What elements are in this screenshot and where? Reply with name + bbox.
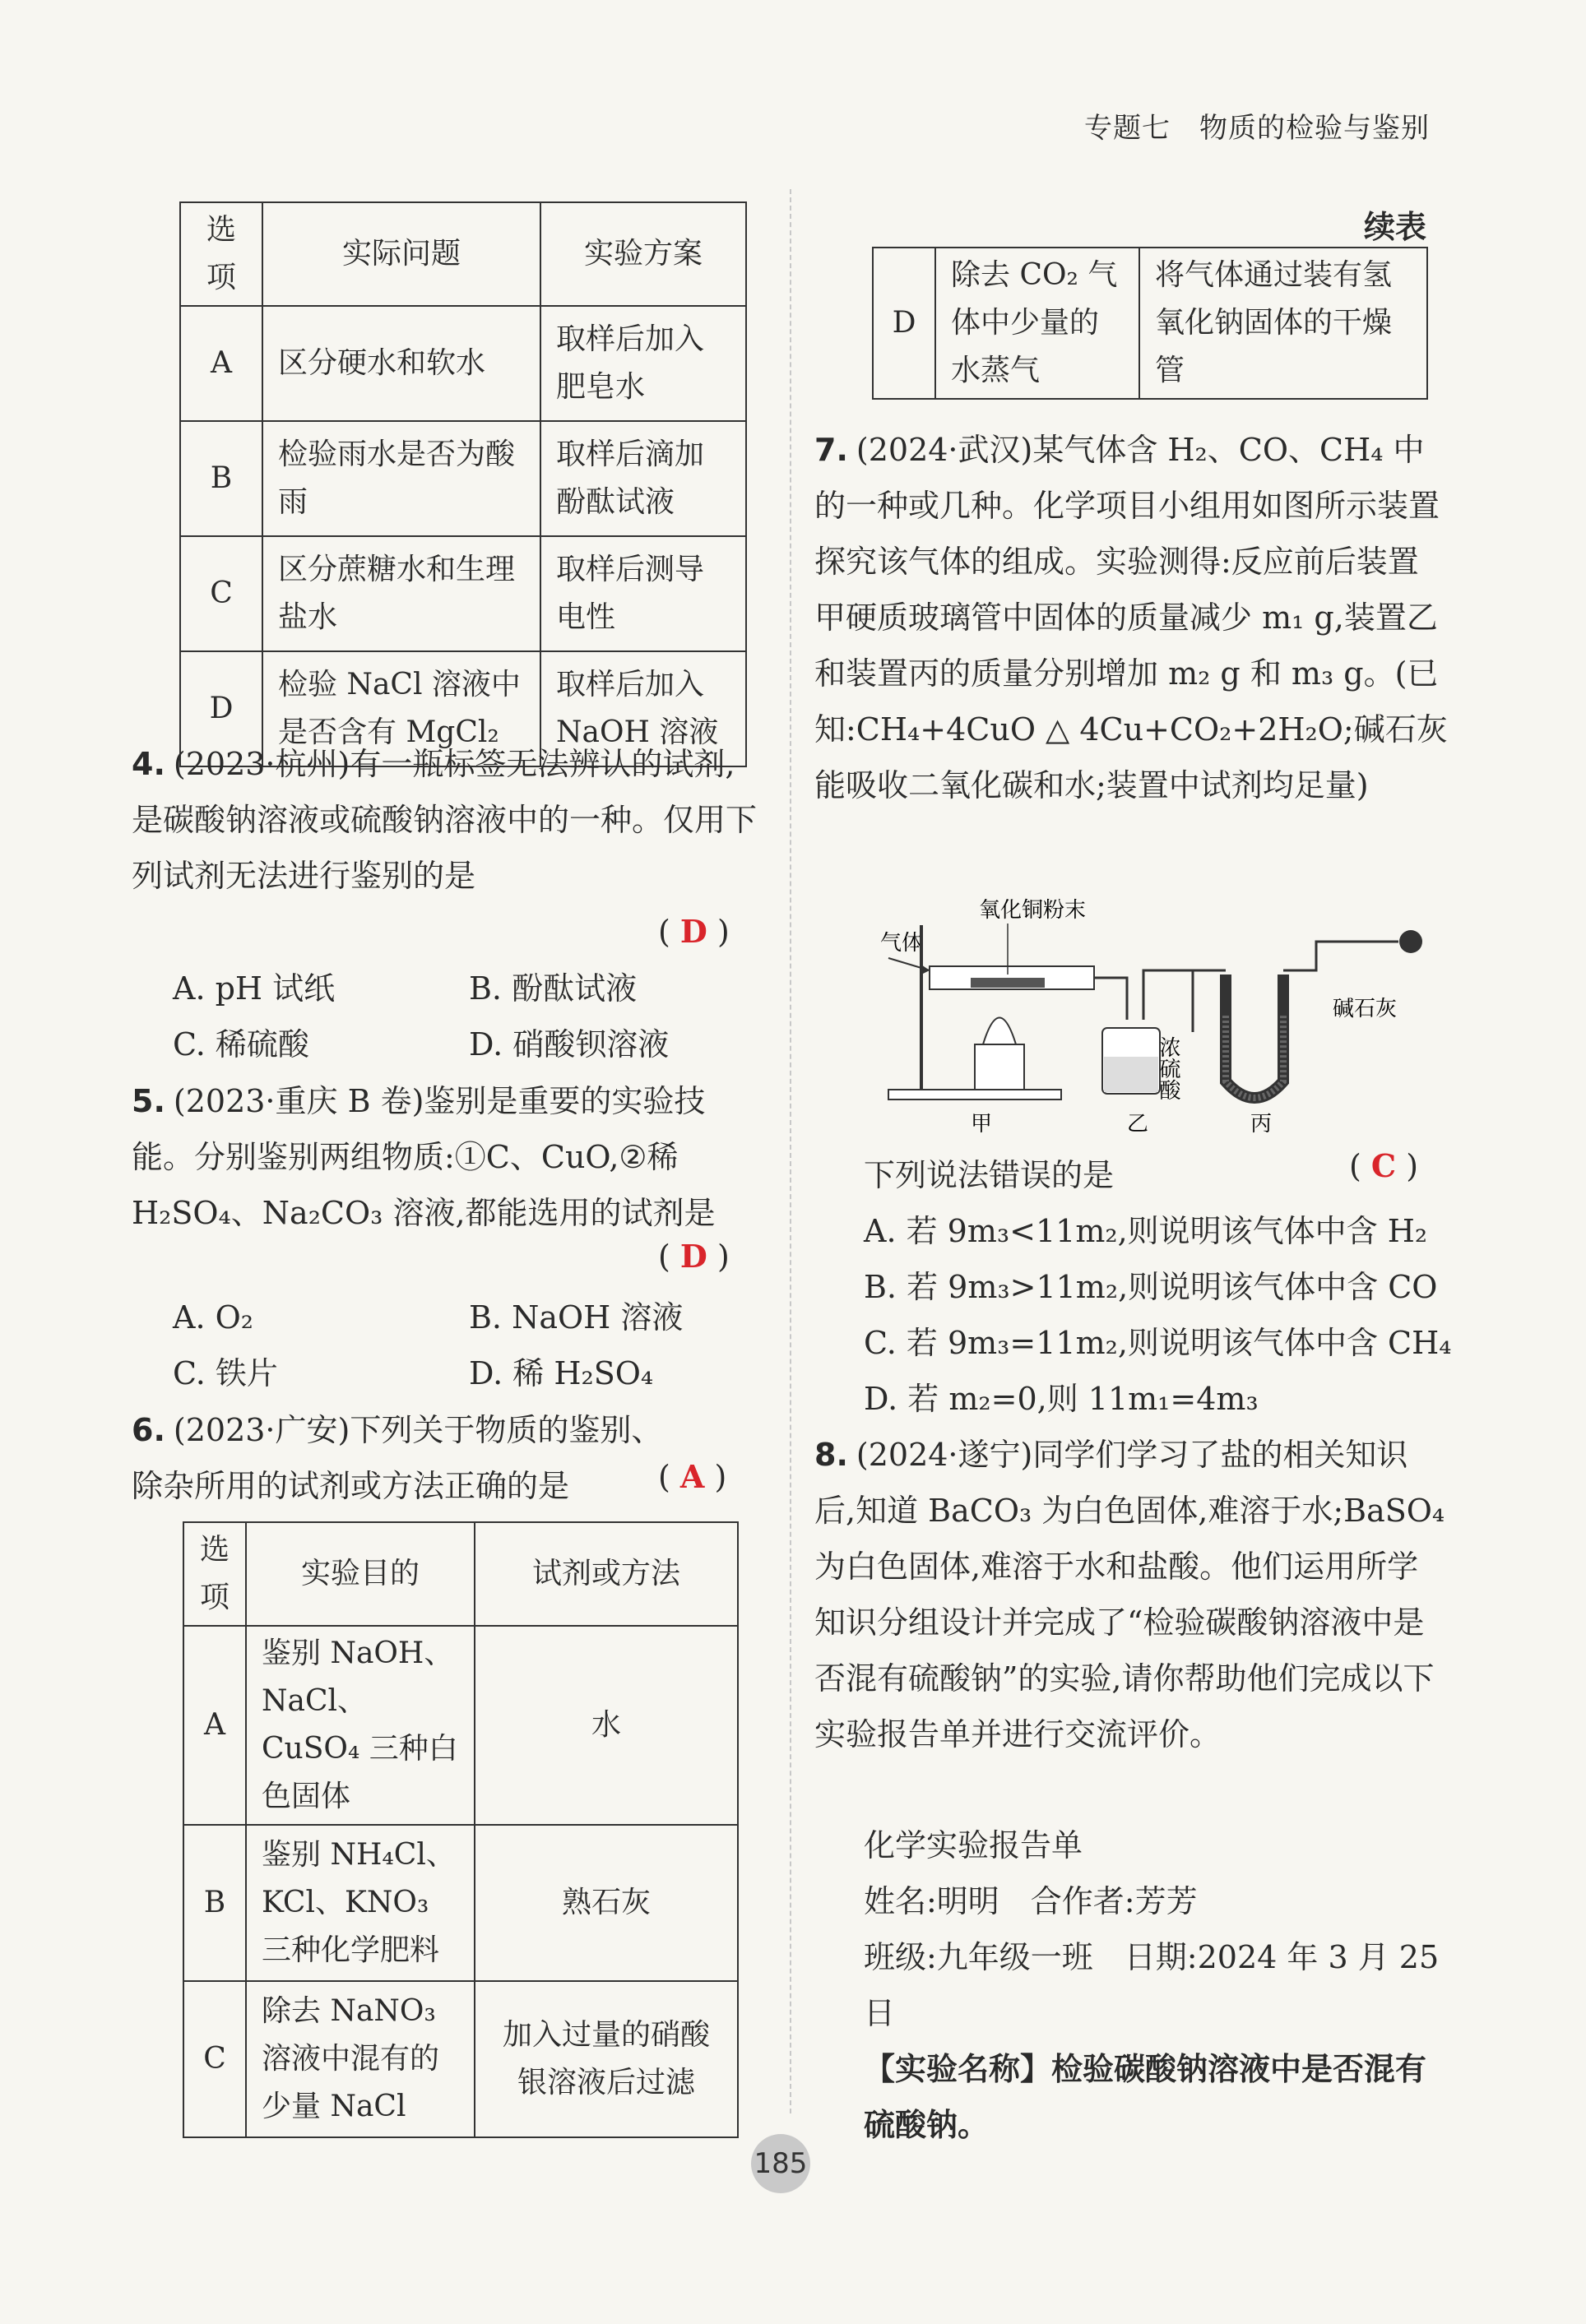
cuo-label: 氧化铜粉末 — [979, 898, 1087, 923]
lime-label: 碱石灰 — [1333, 997, 1398, 1021]
page-number: 185 — [751, 2134, 810, 2193]
report-title: 化学实验报告单 — [864, 1827, 1083, 1863]
table-cell: 鉴别 NH₄Cl、KCl、KNO₃ 三种化学肥料 — [246, 1825, 475, 1981]
apparatus-diagram — [872, 892, 1448, 1139]
table-row — [180, 306, 746, 421]
label-bing: 丙 — [1250, 1112, 1273, 1137]
table-header-row — [183, 1522, 738, 1626]
question-number: 6. — [132, 1412, 165, 1448]
acid-label: 浓硫酸 — [1156, 1036, 1180, 1100]
table-row — [183, 1825, 738, 1981]
answer: D — [679, 913, 707, 950]
table-cell: 检验 NaCl 溶液中是否含有 MgCl₂ — [262, 651, 540, 766]
column-divider — [790, 189, 791, 2113]
option: A. 若 9m₃<11m₂,则说明该气体中含 H₂ — [864, 1213, 1428, 1249]
u-tube — [1226, 975, 1283, 1098]
option: B. NaOH 溶液 — [469, 1299, 684, 1336]
table-cell: 水 — [475, 1626, 738, 1825]
pipe — [1143, 970, 1193, 1032]
table-row — [183, 1981, 738, 2137]
answer: D — [679, 1238, 707, 1275]
table-cell: 取样后滴加酚酞试液 — [540, 421, 746, 536]
pipe — [1094, 978, 1127, 1020]
table-cell: B — [180, 421, 262, 536]
table-header: 选项 — [183, 1522, 246, 1626]
cuo-powder — [971, 978, 1045, 988]
table-cell: 区分蔗糖水和生理盐水 — [262, 536, 540, 651]
label-jia: 甲 — [971, 1112, 993, 1137]
option: B. 若 9m₃>11m₂,则说明该气体中含 CO — [864, 1269, 1438, 1305]
question-5 — [132, 1073, 757, 1241]
q4-options — [173, 961, 765, 1072]
table-cell: 除去 CO₂ 气体中少量的水蒸气 — [935, 248, 1139, 399]
option: A. O₂ — [173, 1299, 253, 1336]
report-block — [864, 1817, 1456, 2153]
option: C. 铁片 — [173, 1355, 278, 1391]
table-cell: B — [183, 1825, 246, 1981]
table-cell: 取样后测导电性 — [540, 536, 746, 651]
question-stem: (2023·广安)下列关于物质的鉴别、除杂所用的试剂或方法正确的是 — [132, 1412, 663, 1504]
question-stem: (2023·杭州)有一瓶标签无法辨认的试剂,是碳酸钠溶液或硫酸钠溶液中的一种。仅用下列试剂无法进行鉴别的是 — [132, 746, 758, 894]
question-number: 8. — [814, 1437, 848, 1473]
answer-bracket: ( A ) — [658, 1458, 727, 1495]
table-row — [183, 1626, 738, 1825]
answer-bracket: ( D ) — [658, 913, 730, 950]
table-cell: 检验雨水是否为酸雨 — [262, 421, 540, 536]
report-experiment-name: 【实验名称】检验碳酸钠溶液中是否混有硫酸钠。 — [864, 2050, 1427, 2143]
option: D. 稀 H₂SO₄ — [469, 1355, 654, 1391]
answer: A — [679, 1458, 705, 1495]
table-header: 选项 — [180, 202, 262, 306]
option: D. 硝酸钡溶液 — [469, 1026, 670, 1062]
gas-label: 气体 — [880, 931, 924, 956]
table-cell: D — [873, 248, 935, 399]
stand-base — [888, 1090, 1061, 1100]
table-cell: 熟石灰 — [475, 1825, 738, 1981]
answer: C — [1370, 1147, 1397, 1184]
q7-options — [864, 1203, 1456, 1427]
table-cell: A — [180, 306, 262, 421]
question-number: 4. — [132, 746, 165, 782]
table-cell: 将气体通过装有氢氧化钠固体的干燥管 — [1139, 248, 1427, 399]
table-cell: 加入过量的硝酸银溶液后过滤 — [475, 1981, 738, 2137]
question-7 — [814, 422, 1448, 813]
q3-table — [179, 201, 747, 767]
question-number: 7. — [814, 432, 848, 468]
table-cell: A — [183, 1626, 246, 1825]
answer-bracket: ( C ) — [1349, 1147, 1419, 1184]
pipe — [1283, 942, 1398, 970]
chapter-header: 专题七 物质的检验与鉴别 — [1084, 112, 1430, 145]
question-stem: (2024·遂宁)同学们学习了盐的相关知识后,知道 BaCO₃ 为白色固体,难溶于水;BaSO₄ 为白色固体,难溶于水和盐酸。他们运用所学知识分组设计并完成了“检验碳酸钠溶液中是否混有硫酸钠”的实验,请你帮助他们完成以下实验报告单并进行交流评价。 — [814, 1437, 1445, 1752]
table-header: 实验方案 — [540, 202, 746, 306]
alcohol-lamp — [975, 1044, 1024, 1090]
table-row — [180, 536, 746, 651]
table-cell: D — [180, 651, 262, 766]
option: D. 若 m₂=0,则 11m₁=4m₃ — [864, 1381, 1259, 1417]
report-name-line: 姓名:明明 合作者:芳芳 — [864, 1883, 1198, 1919]
option: B. 酚酞试液 — [469, 970, 638, 1007]
flame-icon — [983, 1018, 1016, 1045]
question-8 — [814, 1427, 1448, 1762]
option: C. 若 9m₃=11m₂,则说明该气体中含 CH₄ — [864, 1325, 1452, 1361]
option: C. 稀硫酸 — [173, 1026, 309, 1062]
option: A. pH 试纸 — [173, 970, 336, 1007]
continued-label: 续表 — [1364, 208, 1427, 245]
table-cell: C — [183, 1981, 246, 2137]
table-header: 实验目的 — [246, 1522, 475, 1626]
label-yi: 乙 — [1127, 1112, 1149, 1137]
question-6 — [132, 1402, 675, 1514]
table-header-row — [180, 202, 746, 306]
table-row — [873, 248, 1427, 399]
question-stem: (2023·重庆 B 卷)鉴别是重要的实验技能。分别鉴别两组物质:①C、CuO,②稀 H₂SO₄、Na₂CO₃ 溶液,都能选用的试剂是 — [132, 1083, 716, 1231]
table-cell: 取样后加入 NaOH 溶液 — [540, 651, 746, 766]
question-4 — [132, 736, 757, 904]
acid-liquid — [1104, 1057, 1158, 1092]
table-row — [180, 421, 746, 536]
table-cell: 鉴别 NaOH、NaCl、CuSO₄ 三种白色固体 — [246, 1626, 475, 1825]
question-stem: (2024·武汉)某气体含 H₂、CO、CH₄ 中的一种或几种。化学项目小组用如图所示装置探究该气体的组成。实验测得:反应前后装置甲硬质玻璃管中固体的质量减少 m₁ g,装置乙和装置丙的质量分别增加 m₂ g 和 m₃ g。(已知:CH₄+4CuO △ 4Cu+CO₂+2H₂O;碱石灰能吸收二氧化碳和水;装置中试剂均足量) — [814, 432, 1448, 803]
drying-bulb-icon — [1399, 930, 1422, 953]
table-cell: 取样后加入肥皂水 — [540, 306, 746, 421]
question-number: 5. — [132, 1083, 165, 1119]
report-class-line: 班级:九年级一班 日期:2024 年 3 月 25 日 — [864, 1939, 1440, 2031]
continued-table — [872, 247, 1428, 400]
table-header: 试剂或方法 — [475, 1522, 738, 1626]
answer-bracket: ( D ) — [658, 1238, 730, 1275]
q6-table — [183, 1521, 739, 2138]
table-cell: 除去 NaNO₃ 溶液中混有的少量 NaCl — [246, 1981, 475, 2137]
q7-prompt: 下列说法错误的是 — [864, 1157, 1115, 1193]
table-header: 实际问题 — [262, 202, 540, 306]
q5-options — [173, 1289, 765, 1401]
soda-lime-fill — [1226, 1016, 1283, 1098]
table-cell: 区分硬水和软水 — [262, 306, 540, 421]
table-cell: C — [180, 536, 262, 651]
